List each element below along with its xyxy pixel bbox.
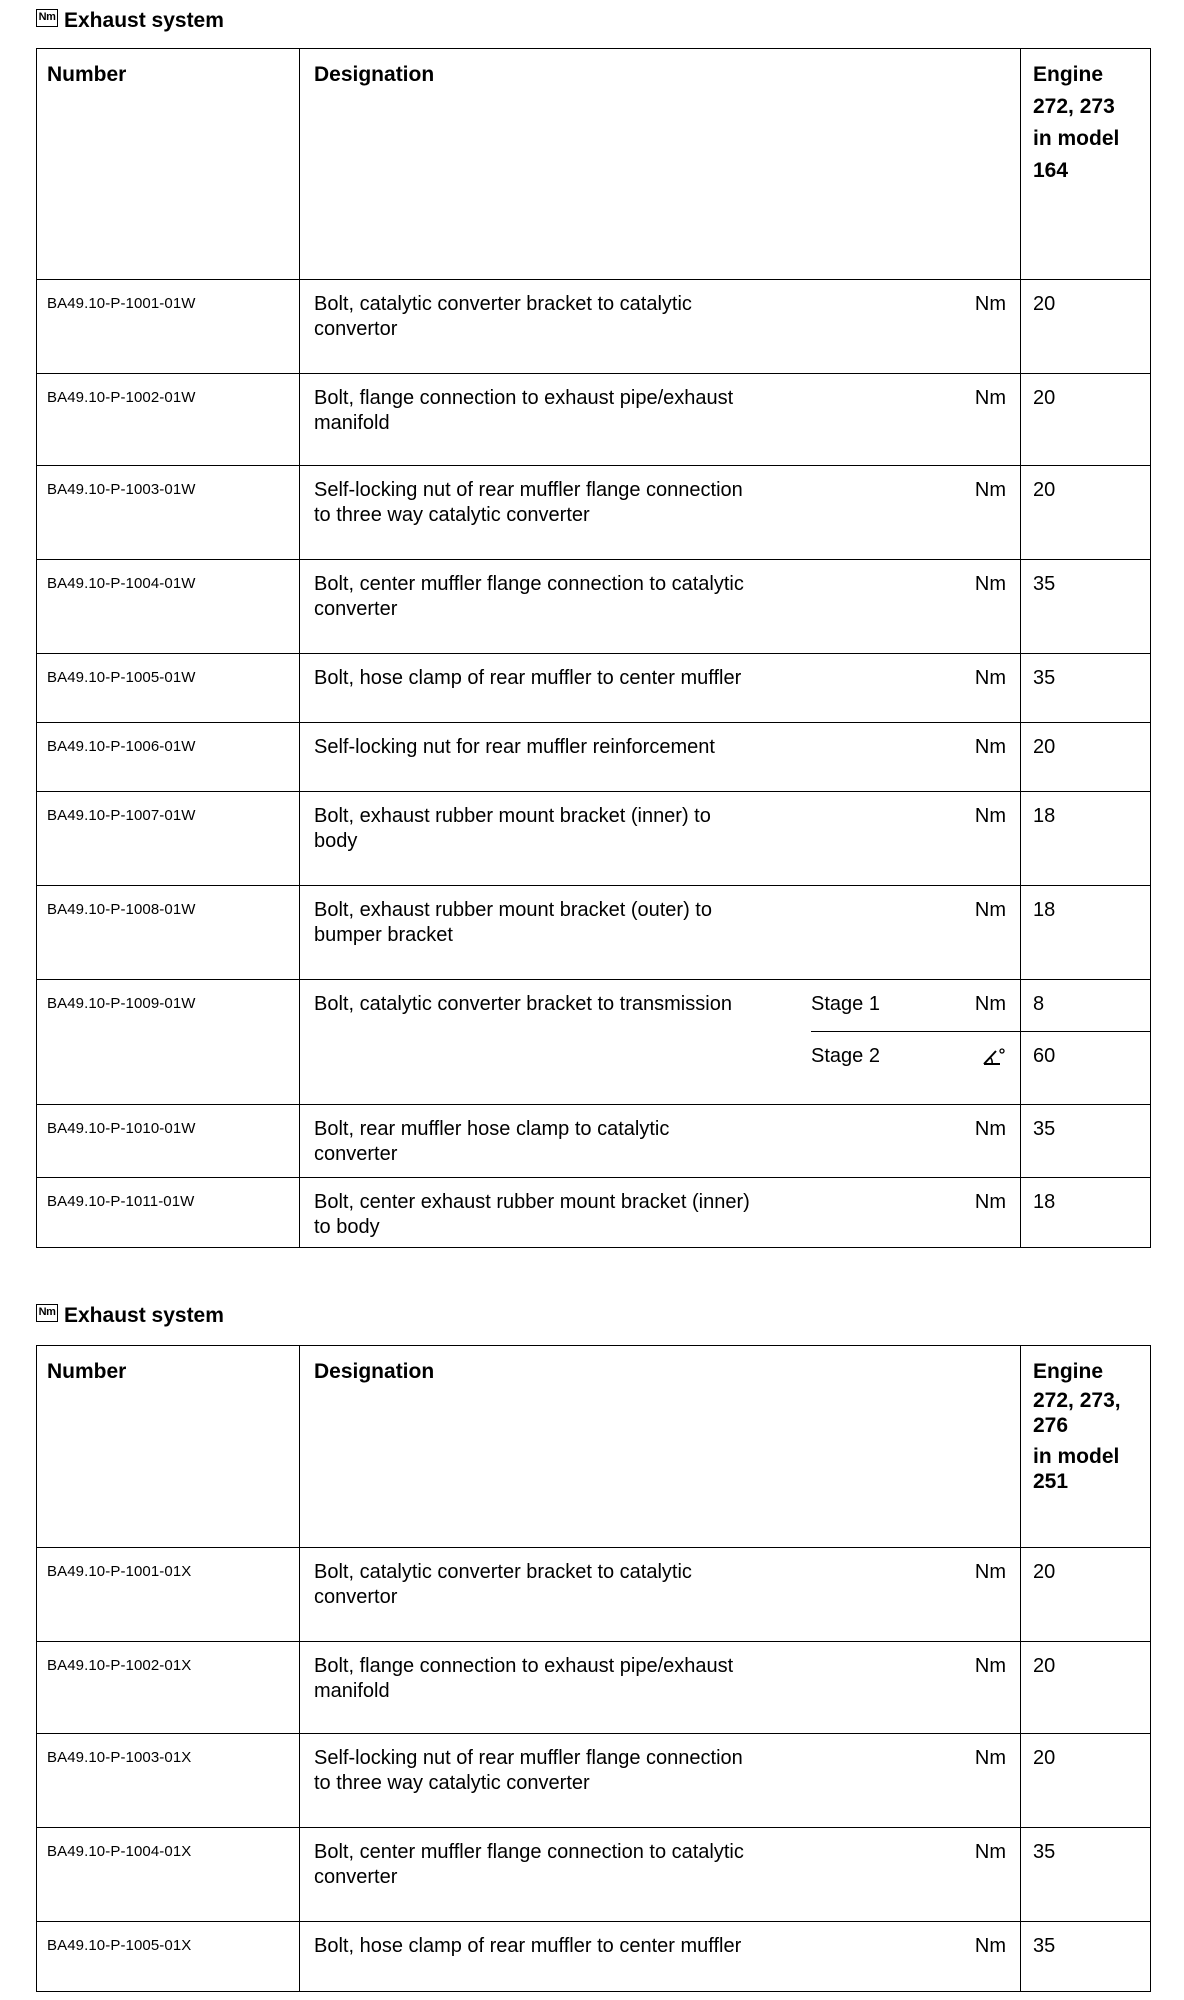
table-row — [37, 1642, 1151, 1734]
designation-line: Bolt, exhaust rubber mount bracket (outer) to — [314, 899, 712, 921]
table-row — [37, 1734, 1151, 1828]
torque-value: 35 — [1033, 1841, 1056, 1863]
designation — [300, 723, 1020, 760]
designation-line: converter — [314, 598, 398, 620]
torque-value: 20 — [1033, 479, 1056, 501]
stage-label: Stage 2 — [811, 1045, 880, 1067]
unit: Nm — [974, 1935, 1006, 1957]
designation — [300, 1734, 1020, 1796]
header-number: Number — [47, 63, 127, 86]
designation-line: Bolt, center muffler flange connection to catalytic — [314, 1841, 744, 1863]
part-number: BA49.10-P-1005-01X — [47, 1937, 192, 1954]
section-title — [36, 1302, 224, 1330]
part-number: BA49.10-P-1003-01X — [47, 1749, 192, 1766]
table-row — [37, 560, 1151, 654]
part-number: BA49.10-P-1001-01X — [47, 1563, 192, 1580]
engine-line: 276 — [1033, 1414, 1069, 1437]
table-row — [37, 1178, 1151, 1248]
torque-value: 8 — [1021, 980, 1151, 1032]
table-row — [37, 466, 1151, 560]
torque-value: 35 — [1033, 573, 1056, 595]
table-row — [37, 374, 1151, 466]
unit: Nm — [974, 293, 1006, 315]
designation-line: to three way catalytic converter — [314, 1772, 590, 1794]
part-number: BA49.10-P-1005-01W — [47, 669, 196, 686]
table-row — [37, 280, 1151, 374]
torque-value: 35 — [1033, 1935, 1056, 1957]
designation-line: Self-locking nut of rear muffler flange connection — [314, 1747, 743, 1769]
designation-line: Bolt, exhaust rubber mount bracket (inner) to — [314, 805, 711, 827]
part-number: BA49.10-P-1004-01X — [47, 1843, 192, 1860]
unit: Nm — [974, 1747, 1006, 1769]
table-row — [37, 654, 1151, 723]
torque-value: 35 — [1033, 667, 1056, 689]
designation — [300, 1178, 1020, 1240]
part-number: BA49.10-P-1006-01W — [47, 738, 196, 755]
section-title-text: Exhaust system — [64, 1304, 224, 1327]
unit: Nm — [974, 805, 1006, 827]
torque-value: 35 — [1033, 1118, 1056, 1140]
unit: Nm — [974, 1118, 1006, 1140]
designation-line: Bolt, center muffler flange connection to catalytic — [314, 573, 744, 595]
torque-nm-icon: Nm — [36, 9, 58, 27]
designation — [300, 654, 1020, 691]
table-row — [37, 1922, 1151, 1992]
torque-value: 20 — [1033, 736, 1056, 758]
torque-value: 20 — [1033, 387, 1056, 409]
torque-nm-icon: Nm — [36, 1304, 58, 1322]
engine-line: 164 — [1033, 159, 1069, 182]
designation — [300, 1922, 1020, 1959]
header-designation: Designation — [314, 1360, 435, 1383]
designation-line: Bolt, catalytic converter bracket to catalytic — [314, 293, 692, 315]
designation — [300, 1105, 1020, 1167]
table-row — [37, 1548, 1151, 1642]
designation-line: Bolt, hose clamp of rear muffler to center muffler — [314, 1935, 742, 1957]
unit: Nm — [974, 1191, 1006, 1213]
designation — [300, 280, 1020, 342]
part-number: BA49.10-P-1010-01W — [47, 1120, 196, 1137]
engine-line: in model — [1033, 127, 1120, 150]
part-number: BA49.10-P-1003-01W — [47, 481, 196, 498]
designation-line: Self-locking nut of rear muffler flange connection — [314, 479, 743, 501]
designation — [300, 466, 1020, 528]
stage-label: Stage 1 — [811, 993, 880, 1015]
table-header-row — [37, 49, 1151, 280]
table-row — [37, 792, 1151, 886]
unit: Nm — [974, 573, 1006, 595]
unit: Nm — [974, 736, 1006, 758]
designation — [300, 1828, 1020, 1890]
designation-line: convertor — [314, 318, 398, 340]
engine-line: Engine — [1033, 1360, 1104, 1383]
unit: Nm — [974, 1655, 1006, 1677]
table-row — [37, 1828, 1151, 1922]
section-title-text: Exhaust system — [64, 9, 224, 32]
designation-line: manifold — [314, 412, 390, 434]
table-row-staged — [37, 980, 1151, 1105]
unit: Nm — [974, 387, 1006, 409]
engine-line: Engine — [1033, 63, 1104, 86]
designation — [300, 1642, 1020, 1704]
table-header-row — [37, 1346, 1151, 1548]
designation-line: convertor — [314, 1586, 398, 1608]
table-row — [37, 886, 1151, 980]
part-number: BA49.10-P-1002-01X — [47, 1657, 192, 1674]
part-number: BA49.10-P-1001-01W — [47, 295, 196, 312]
stage-2 — [811, 1032, 1020, 1104]
designation-line: Self-locking nut for rear muffler reinforcement — [314, 736, 715, 758]
designation — [300, 1548, 1020, 1610]
torque-value: 20 — [1033, 1655, 1056, 1677]
table-row — [37, 1105, 1151, 1178]
unit: Nm — [974, 479, 1006, 501]
torque-value: 20 — [1033, 1747, 1056, 1769]
engine-line: 272, 273, — [1033, 1389, 1121, 1412]
header-engine — [1021, 49, 1150, 187]
unit: Nm — [974, 1561, 1006, 1583]
torque-table-1 — [36, 48, 1151, 1248]
header-designation: Designation — [314, 63, 435, 86]
part-number: BA49.10-P-1011-01W — [47, 1193, 195, 1210]
torque-value: 18 — [1033, 899, 1056, 921]
designation-line: Bolt, hose clamp of rear muffler to center muffler — [314, 667, 742, 689]
designation-line: converter — [314, 1866, 398, 1888]
header-number: Number — [47, 1360, 127, 1383]
header-engine — [1021, 1346, 1150, 1494]
designation-line: bumper bracket — [314, 924, 453, 946]
part-number: BA49.10-P-1008-01W — [47, 901, 196, 918]
torque-value: 18 — [1033, 805, 1056, 827]
designation-line: Bolt, flange connection to exhaust pipe/exhaust — [314, 387, 734, 409]
designation-line: to body — [314, 1216, 380, 1238]
section-title — [36, 7, 224, 35]
designation-line: manifold — [314, 1680, 390, 1702]
designation-line: Bolt, center exhaust rubber mount bracket (inner) — [314, 1191, 750, 1213]
torque-table-2 — [36, 1345, 1151, 1992]
designation — [300, 374, 1020, 436]
designation-line: converter — [314, 1143, 398, 1165]
designation-line: Bolt, catalytic converter bracket to transmission — [314, 993, 732, 1015]
unit: Nm — [974, 899, 1006, 921]
designation-line: to three way catalytic converter — [314, 504, 590, 526]
designation-line: Bolt, rear muffler hose clamp to catalytic — [314, 1118, 670, 1140]
part-number: BA49.10-P-1009-01W — [47, 995, 196, 1012]
unit: Nm — [974, 667, 1006, 689]
designation — [300, 980, 811, 1104]
part-number: BA49.10-P-1007-01W — [47, 807, 196, 824]
unit: Nm — [974, 1841, 1006, 1863]
torque-value: 20 — [1033, 293, 1056, 315]
engine-line: 272, 273 — [1033, 95, 1115, 118]
designation — [300, 560, 1020, 622]
designation-line: body — [314, 830, 358, 852]
engine-line: 251 — [1033, 1470, 1069, 1493]
torque-value: 18 — [1033, 1191, 1056, 1213]
angle-degree-icon — [980, 1044, 1006, 1069]
part-number: BA49.10-P-1002-01W — [47, 389, 196, 406]
table-row — [37, 723, 1151, 792]
part-number: BA49.10-P-1004-01W — [47, 575, 196, 592]
unit: Nm — [974, 993, 1006, 1015]
torque-value: 20 — [1033, 1561, 1056, 1583]
designation-line: Bolt, catalytic converter bracket to catalytic — [314, 1561, 692, 1583]
designation — [300, 792, 1020, 854]
angle-value: 60 — [1033, 1045, 1056, 1067]
designation-line: Bolt, flange connection to exhaust pipe/exhaust — [314, 1655, 734, 1677]
designation — [300, 886, 1020, 948]
stage-1 — [811, 980, 1020, 1032]
engine-line: in model — [1033, 1445, 1120, 1468]
